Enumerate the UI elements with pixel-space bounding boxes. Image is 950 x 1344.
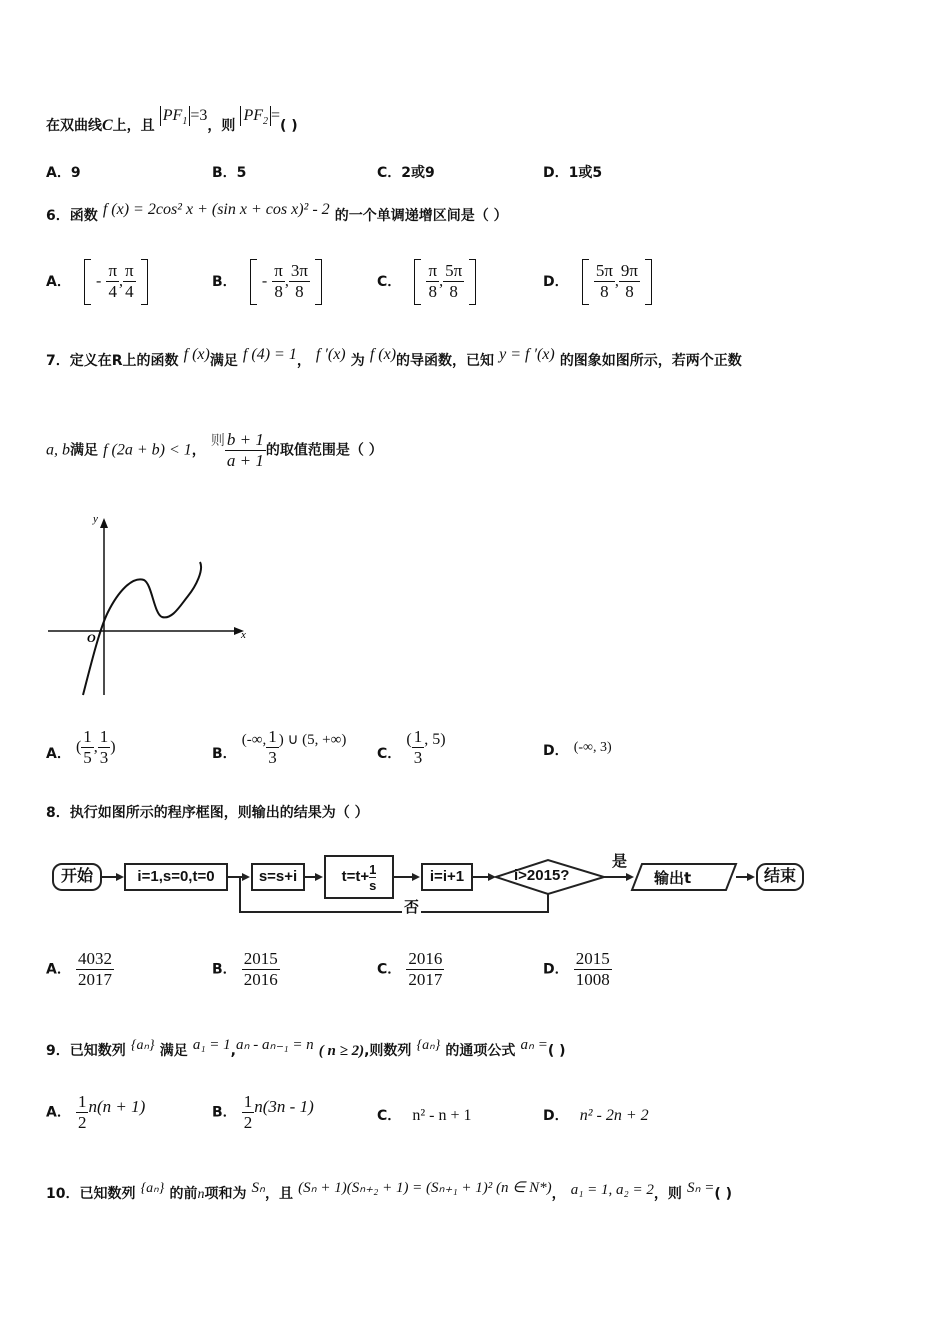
flow-no-label: 否	[404, 898, 420, 916]
q5-line	[46, 107, 298, 140]
q6-option-c: C． $\frac{\pi}{8}$ , $\frac{5\pi}{8}$	[377, 256, 476, 306]
q8-option-c: C． $\frac{2016}{2017}$	[377, 949, 443, 989]
q5-pf1: $PF_1 =3$	[160, 107, 208, 124]
flow-step-t: t=t+ $\frac{1}{s}$	[324, 855, 394, 899]
q7-derivative-graph	[40, 510, 255, 700]
q5-pf2: $PF_2$ =	[240, 107, 280, 124]
x-axis-label: x	[241, 629, 246, 641]
derivative-curve	[83, 562, 201, 695]
q9-line: 9．已知数列 {aₙ} 满足 a₁ = 1,aₙ - aₙ₋₁ = n ( n ≥ 2),则数列 {aₙ} 的通项公式 aₙ =( )	[46, 1037, 566, 1059]
q5-option-d: D．1或5	[543, 165, 603, 181]
q10-line: 10．已知数列 {aₙ} 的前n项和为 Sₙ，且 (Sₙ + 1)(Sₙ₊₂ + 1) = (Sₙ₊₁ + 1)² (n ∈ N*)， a₁ = 1, a₂ = 2，则 Sₙ =( )	[46, 1180, 732, 1202]
q8-title: 8．执行如图所示的程序框图，则输出的结果为（ ）	[46, 805, 369, 821]
origin-label: O	[87, 631, 96, 645]
q5-then: ，则	[207, 118, 236, 134]
q5-option-b: B．5	[212, 165, 247, 181]
q9-option-a: A． $\frac{1}{2}$ n(n + 1)	[46, 1092, 146, 1132]
flow-start: 开始	[52, 863, 102, 891]
flow-decision-label: i>2015?	[514, 867, 570, 884]
q7-option-b: B． (-∞, $\frac{1}{3}$ ) ∪ (5, +∞)	[212, 727, 347, 767]
q7-line-2: a, b满足 f (2a + b) < 1， 则 $\frac{b + 1}{a + 1}$ 的取值范围是（ ）	[46, 430, 383, 470]
q8-option-a: A． $\frac{4032}{2017}$	[46, 949, 112, 989]
q7-option-d: D． (-∞, 3)	[543, 740, 612, 759]
q8-option-d: D． $\frac{2015}{1008}$	[543, 949, 610, 989]
q6-tail: 的一个单调递增区间是（ ）	[334, 208, 508, 224]
q6-formula: f (x) = 2cos² x + (sin x + cos x)² - 2	[102, 201, 330, 218]
q6-line	[46, 200, 508, 230]
q6-option-d: D． $\frac{5\pi}{8}$ , $\frac{9\pi}{8}$	[543, 256, 652, 306]
q9-option-d: D． n² - 2n + 2	[543, 1107, 649, 1124]
q6-option-b: B． - $\frac{\pi}{8}$ , $\frac{3\pi}{8}$	[212, 256, 322, 306]
q9-option-b: B． $\frac{1}{2}$ n(3n - 1)	[212, 1092, 314, 1132]
q5-option-a: A．9	[46, 165, 81, 181]
q6-number: 6．函数	[46, 208, 98, 224]
q9-option-c: C． n² - n + 1	[377, 1107, 472, 1124]
q5-option-c: C．2或9	[377, 165, 435, 181]
q8-option-b: B． $\frac{2015}{2016}$	[212, 949, 278, 989]
flow-step-i: i=i+1	[421, 863, 473, 891]
y-axis-label: y	[93, 513, 98, 525]
flow-end: 结束	[756, 863, 804, 891]
q7-option-c: C． ( $\frac{1}{3}$ , 5)	[377, 727, 446, 767]
q5-text-a: 在双曲线	[46, 118, 102, 134]
flow-step-s: s=s+i	[251, 863, 305, 891]
q7-option-a: A． ( $\frac{1}{5}$ , $\frac{1}{3}$ )	[46, 727, 116, 767]
flow-init: i=1,s=0,t=0	[124, 863, 228, 891]
q6-option-a: A． - $\frac{\pi}{4}$ , $\frac{\pi}{4}$	[46, 256, 148, 306]
flow-yes-label: 是	[612, 852, 628, 870]
q5-text-b: 上，且	[112, 118, 155, 134]
q5-c-var: C	[102, 117, 113, 134]
y-axis-arrow-icon	[100, 518, 108, 528]
q8-flowchart	[46, 846, 806, 918]
q7-line-1: 7．定义在R上的函数 f (x)满足 f (4) = 1， f ′(x) 为 f (x)的导函数，已知 y = f ′(x) 的图象如图所示，若两个正数	[46, 346, 742, 369]
q5-paren: ( )	[280, 118, 298, 134]
flow-output-label: 输出t	[654, 869, 692, 887]
